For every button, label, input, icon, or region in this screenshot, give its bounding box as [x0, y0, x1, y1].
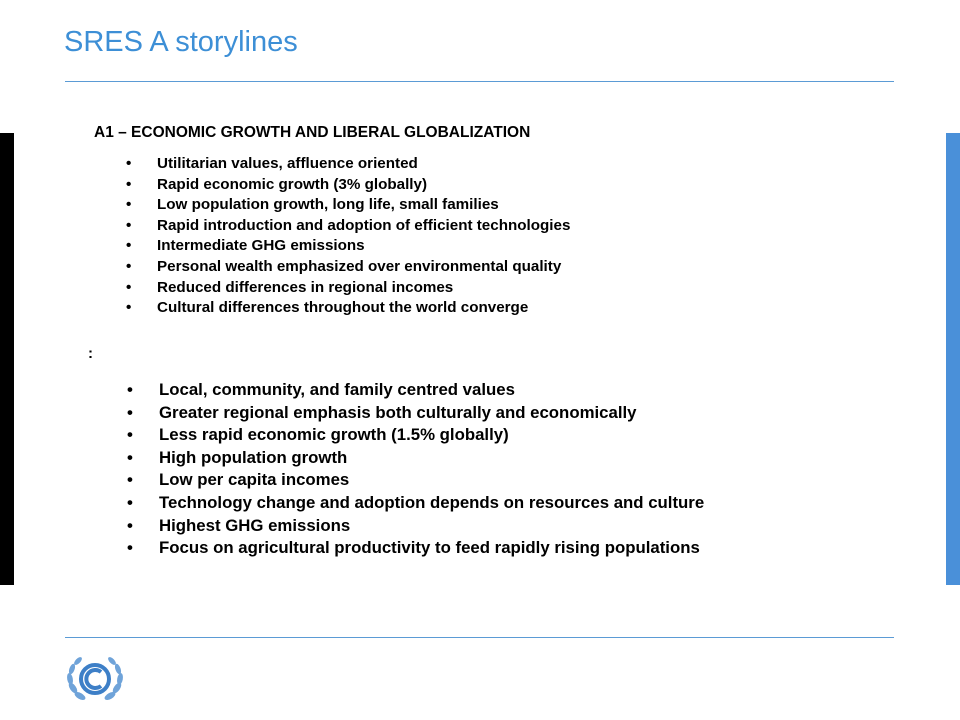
bullet-icon: • — [127, 470, 133, 490]
list-item: • Local, community, and family centred values — [127, 379, 704, 402]
a1-heading: A1 – ECONOMIC GROWTH AND LIBERAL GLOBALIZATION — [94, 124, 531, 141]
list-item: • Low per capita incomes — [127, 469, 704, 492]
bullet-icon: • — [127, 425, 133, 445]
ipcc-wreath-logo-icon — [64, 654, 126, 706]
list-item: • Cultural differences throughout the world converge — [126, 298, 570, 319]
footer-divider — [65, 637, 894, 638]
title-divider — [65, 81, 894, 82]
bullet-icon: • — [126, 278, 132, 296]
bullet-icon: • — [126, 299, 132, 317]
bullet-icon: • — [127, 538, 133, 558]
bullet-icon: • — [127, 492, 133, 512]
list-item: • Less rapid economic growth (1.5% globally) — [127, 424, 704, 447]
bullet-icon: • — [126, 257, 132, 275]
list-item: • Rapid introduction and adoption of efficient technologies — [126, 216, 570, 237]
bullet-icon: • — [126, 237, 132, 255]
list-item: • Personal wealth emphasized over environmental quality — [126, 257, 570, 278]
list-item: • Technology change and adoption depends on resources and culture — [127, 492, 704, 515]
list-item: • Highest GHG emissions — [127, 515, 704, 538]
list-item: • Low population growth, long life, small families — [126, 195, 570, 216]
list-item: • Intermediate GHG emissions — [126, 236, 570, 257]
a1-bullet-list — [126, 154, 570, 319]
a2-bullet-list — [127, 379, 704, 560]
bullet-icon: • — [126, 175, 132, 193]
bullet-icon: • — [127, 402, 133, 422]
bullet-icon: • — [127, 447, 133, 467]
list-item: • Focus on agricultural productivity to feed rapidly rising populations — [127, 537, 704, 560]
bullet-icon: • — [127, 515, 133, 535]
bullet-icon: • — [126, 216, 132, 234]
list-item: • High population growth — [127, 447, 704, 470]
stray-glyph: : — [88, 345, 93, 362]
list-item: • Greater regional emphasis both culturally and economically — [127, 402, 704, 425]
left-edge-bar — [0, 133, 14, 585]
bullet-icon: • — [127, 380, 133, 399]
bullet-icon: • — [126, 196, 132, 214]
list-item: • Rapid economic growth (3% globally) — [126, 175, 570, 196]
right-edge-bar — [946, 133, 960, 585]
list-item: • Utilitarian values, affluence oriented — [126, 154, 570, 175]
bullet-icon: • — [126, 155, 132, 172]
slide-title: SRES A storylines — [64, 26, 298, 58]
list-item: • Reduced differences in regional incomes — [126, 278, 570, 299]
